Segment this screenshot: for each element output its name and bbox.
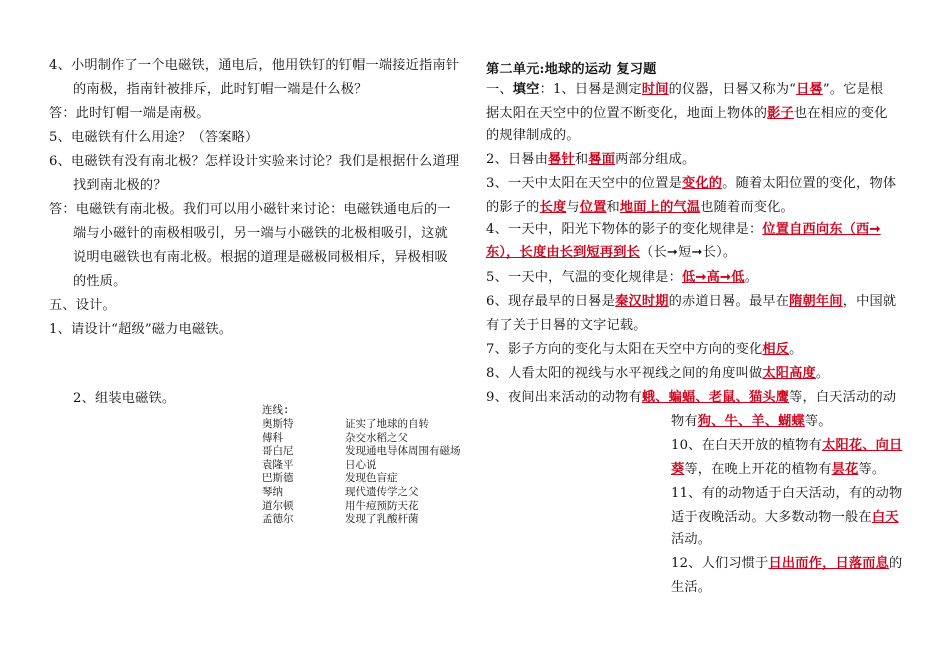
q6-line1: 6、电磁铁有没有南北极？怎样设计实验来讨论？我们是根据什么道理 xyxy=(49,154,460,169)
section-design: 五、设计。 xyxy=(49,298,116,313)
q6-answer-line4: 的性质。 xyxy=(73,274,127,289)
match-name: 奥斯特 xyxy=(262,418,294,430)
q6-answer-line3: 说明电磁铁也有南北极。根据的道理是磁极同极相斥，异极相吸 xyxy=(73,250,448,265)
q1-line2: 据太阳在天空中的位置不断变化，地面上物体的影子也在相应的变化 xyxy=(486,106,888,121)
q10-line1: 10、在白天开放的植物有太阳花、向日 xyxy=(671,438,903,453)
q4-line2: 东），长度由长到短再到长（长➞短➞长）。 xyxy=(486,245,737,260)
q9-line2: 物有狗、牛、羊、蝴蝶等。 xyxy=(671,414,832,429)
match-fact: 发现色盲症 xyxy=(345,472,398,485)
match-name: 袁隆平 xyxy=(262,458,294,471)
q6-answer-line2: 端与小磁针的南极相吸引，另一端与小磁铁的北极相吸引，这就 xyxy=(73,226,448,241)
q10-line2: 葵等，在晚上开花的植物有昙花等。 xyxy=(671,462,886,477)
q3-line2: 的影子的长度与位置和地面上的气温也随着而变化。 xyxy=(486,200,794,215)
match-fact: 杂交水稻之父 xyxy=(345,431,408,444)
unit-title: 第二单元:地球的运动 复习题 xyxy=(486,62,657,77)
match-name: 傅科 xyxy=(262,431,283,444)
match-fact: 证实了地球的自转 xyxy=(345,418,429,430)
q8-line: 8、人看太阳的视线与水平视线之间的角度叫做太阳高度。 xyxy=(486,366,830,381)
design-q2: 2、组装电磁铁。 xyxy=(73,391,176,406)
q6-line1: 6、现存最早的日晷是秦汉时期的赤道日晷。最早在隋朝年间，中国就 xyxy=(486,294,897,309)
q6-answer-line1: 答：电磁铁有南北极。我们可以用小磁针来讨论：电磁铁通电后的一 xyxy=(49,202,451,217)
match-title: 连线: xyxy=(262,404,290,416)
match-name: 琴纳 xyxy=(262,486,283,498)
q4-line2: 的南极，指南针被排斥，此时钉帽一端是什么极？ xyxy=(73,82,368,97)
q11-line2: 适于夜晚活动。大多数动物一般在白天 xyxy=(671,510,899,525)
q7-line: 7、影子方向的变化与太阳在天空中方向的变化相反。 xyxy=(486,342,803,357)
q6-line2: 找到南北极的？ xyxy=(73,178,167,193)
q4-line1: 4、小明制作了一个电磁铁，通电后，他用铁钉的钉帽一端接近指南针 xyxy=(49,58,460,73)
match-name: 哥白尼 xyxy=(262,445,294,458)
q5-line: 5、一天中，气温的变化规律是：低➞高➞低。 xyxy=(486,270,759,285)
q1-line3: 的规律制成的。 xyxy=(486,128,580,143)
q1-line1: 一、填空：1、日晷是测定时间的仪器，日晷又称为“日晷”。它是根 xyxy=(486,82,884,97)
match-fact: 发现了乳酸杆菌 xyxy=(345,513,419,526)
q4-line1: 4、一天中，阳光下物体的影子的变化规律是：位置自西向东（西➞ xyxy=(486,222,881,237)
q11-line1: 11、有的动物适于白天活动，有的动物 xyxy=(671,486,903,501)
match-fact: 日心说 xyxy=(345,458,377,471)
q12-line1: 12、人们习惯于日出而作，日落而息的 xyxy=(671,556,903,571)
q12-line2: 生活。 xyxy=(671,580,712,595)
match-fact: 现代遗传学之父 xyxy=(345,486,419,498)
match-name: 孟德尔 xyxy=(262,513,294,526)
q4-answer: 答：此时钉帽一端是南极。 xyxy=(49,106,210,121)
q11-line3: 活动。 xyxy=(671,532,712,547)
q6-line2: 有了关于日晷的文字记载。 xyxy=(486,318,647,333)
match-name: 道尔顿 xyxy=(262,499,294,512)
q5-line: 5、电磁铁有什么用途？（答案略） xyxy=(49,130,259,145)
match-fact: 发现通电导体周围有磁场 xyxy=(345,445,461,458)
design-q1: 1、请设计“超级”磁力电磁铁。 xyxy=(49,322,233,337)
match-fact: 用牛痘预防天花 xyxy=(345,499,419,512)
q2-line: 2、日晷由晷针和晷面两部分组成。 xyxy=(486,152,696,167)
q3-line1: 3、一天中太阳在天空中的位置是变化的。随着太阳位置的变化，物体 xyxy=(486,176,897,191)
q9-line1: 9、夜间出来活动的动物有蛾、蝙蝠、老鼠、猫头鹰等，白天活动的动 xyxy=(486,390,897,405)
matching-block xyxy=(262,404,502,534)
match-name: 巴斯德 xyxy=(262,472,294,485)
